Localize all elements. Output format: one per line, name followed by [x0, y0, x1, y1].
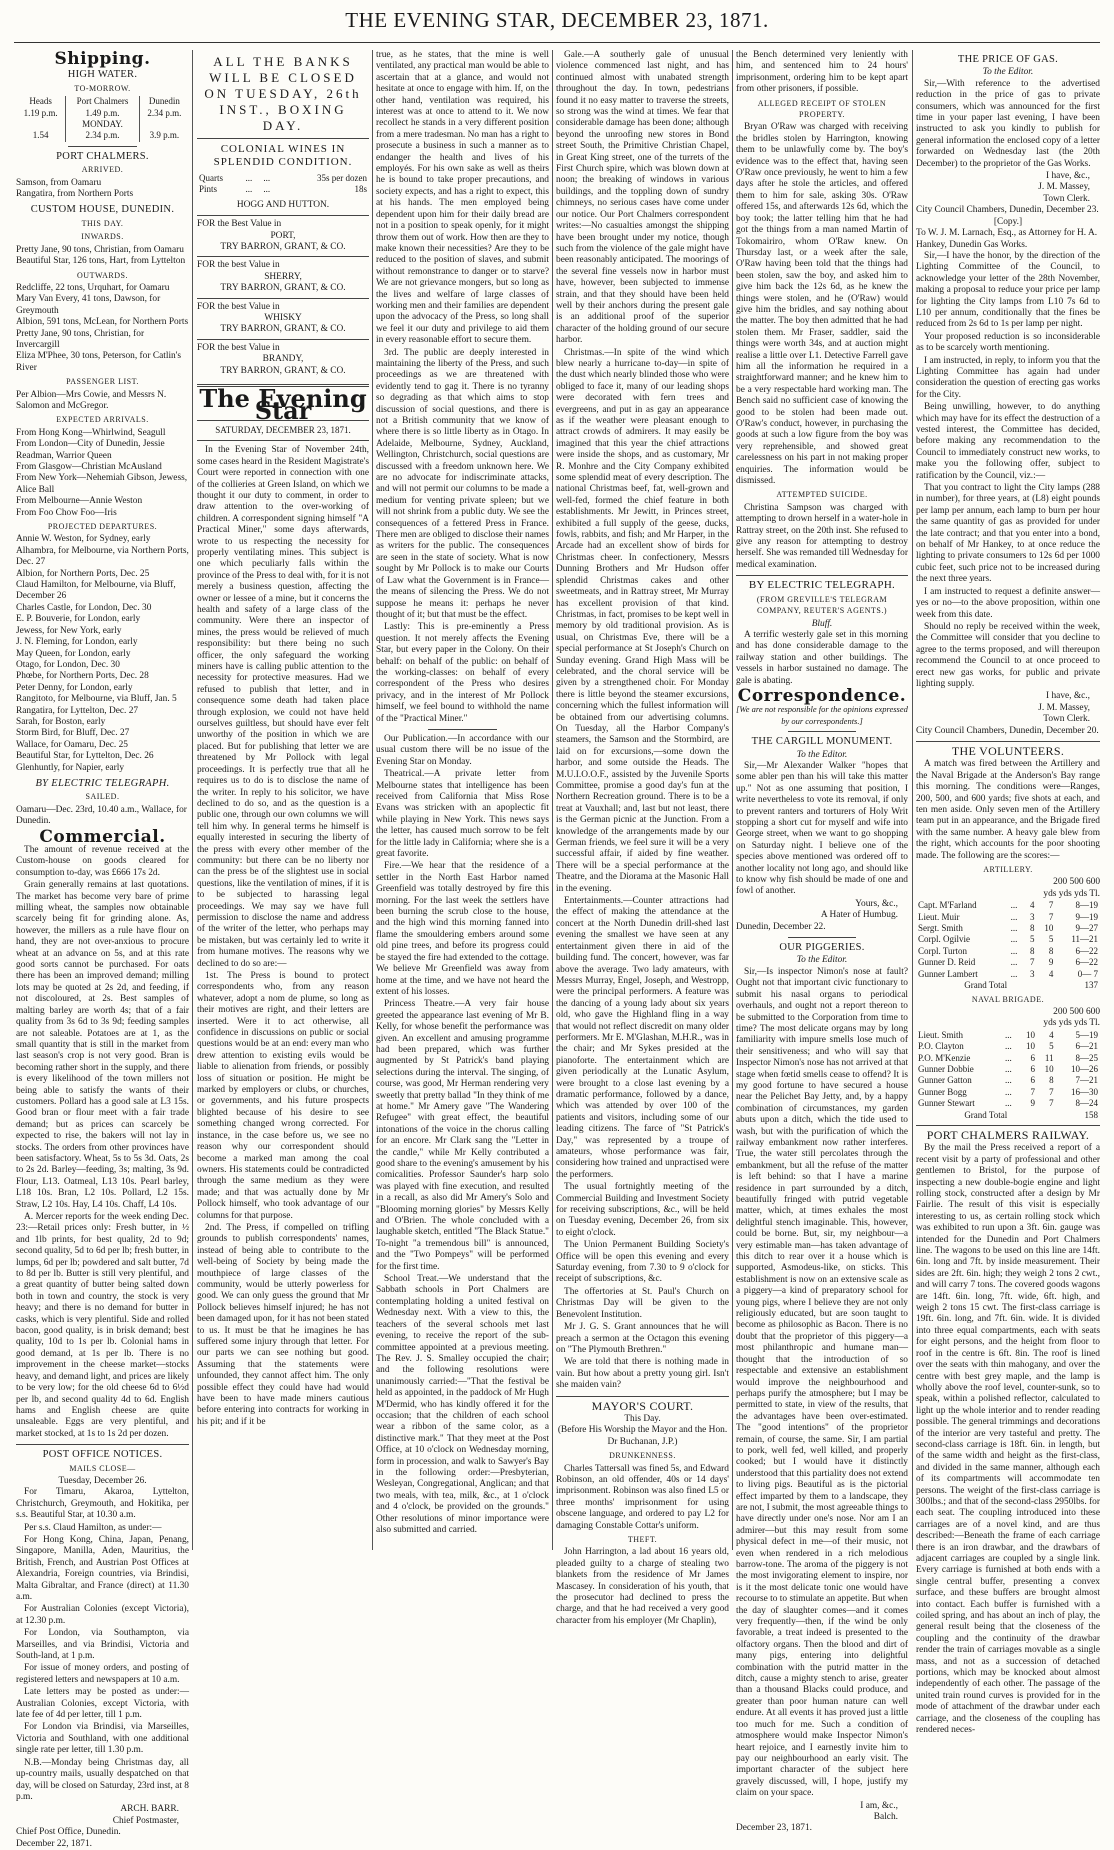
divider	[736, 575, 908, 576]
post-office-heading: POST OFFICE NOTICES.	[42, 1449, 163, 1461]
naval-scores-table	[916, 1030, 1100, 1121]
table-cell: 7	[1048, 900, 1054, 911]
table-row	[916, 1041, 1100, 1052]
letter-signature-title: Town Clerk.	[1043, 714, 1090, 725]
total-label: Grand Total	[964, 1109, 1008, 1120]
high-water-heading: HIGH WATER.	[67, 69, 138, 81]
table-cell: 4	[1030, 900, 1035, 911]
divider	[916, 741, 1100, 742]
table-cell: ...	[1004, 1075, 1012, 1086]
table-cell: 35s per dozen	[317, 173, 367, 183]
post-paragraph: For Hong Kong, China, Japan, Penang, Singapore, Manilla, Aden, Mauritius, the British, French, and Austrian Post Offices at Alexandria, Foreign countries, via Brindisi, Malta Gibraltar, and France (direct) at 11.30 a.m.	[16, 1534, 189, 1602]
table-cell: Gunner Bogg	[918, 1086, 967, 1097]
table-cell: ...	[1004, 1041, 1012, 1052]
column-2	[197, 50, 369, 1550]
leader-paragraph: true, as he states, that the mine is well ventilated, any practical man would be able to ascertain that at a glance, and would not hesitate at once to engage with him. If, on the other hand, ventilation was required, his interest was at once to attend to it. We now recollect he stands in a very different position from a mere tradesman. No man has a right to prosecute a business in such a manner as to endanger the health and lives of his employés. For his own sake as well as theirs he is bound to take proper precautions, and society expects, and has a right to expect, this at his hands. The men employed being dependent upon him for their daily bread are not in a position to speak openly, for it might throw them out of work. How then are they to make known their necessities? Are they to be reduced to the position of slaves, and submit without remonstrance to danger or to starve? We are not grievance mongers, but so long as the lives and welfare of large classes of working men and their families are dependent upon the advocacy of the Press, so long shall we feel it our duty and privilege to aid them in every reasonable effort to secure them.	[376, 50, 549, 346]
table-row	[16, 108, 189, 119]
sailed-heading: SAILED.	[85, 792, 120, 802]
letter-closing: I have, &c.,	[1046, 171, 1090, 182]
post-paragraph: N.B.—Monday being Christmas day, all up-country mails, usually despatched on that day, will be closed on Saturday, 23rd inst, at 8 p.m.	[16, 1757, 189, 1802]
table-cell: Gunner Lambert	[918, 968, 978, 979]
table-cell	[16, 119, 66, 130]
court-bench: (Before His Worship the Mayor and the Hon. Dr Buchanan, J.P.)	[557, 1425, 728, 1447]
table-cell: ...	[1010, 923, 1018, 934]
table-cell: Gunner Stewart	[918, 1098, 975, 1109]
court-paragraph: the Bench determined very leniently with him, and sentenced him to 24 hours' imprisonment, ordering him to be kept apart from other prisoners, if possible.	[736, 50, 908, 95]
piggeries-to: To the Editor.	[796, 955, 848, 966]
divider	[68, 146, 137, 147]
table-cell: ...	[1010, 957, 1018, 968]
divider	[916, 1125, 1100, 1126]
table-cell: 7	[1049, 1086, 1054, 1097]
news-paragraph: Theatrical.—A private letter from Melbourne states that intelligence has been received from California that Miss Rose Evans was stricken with an apoplectic fit while playing in New York. This news says the letter, has caused much sorrow to be felt for the little lady in California; where she is a great favorite.	[376, 769, 549, 860]
outwards-heading: OUTWARDS.	[77, 270, 128, 280]
volunteers-paragraph: A match was fired between the Artillery and the Naval Brigade at the Anderson's Bay range this morning. The conditions were—Ranges, 200, 500, and 600 yards; five shots at each, and ten men aside. Only seven men of the Artillery team put in an appearance, and the Brigade fired with the same number. A heavy gale blew from the right, which accounts for the poor shooting made. The following are the scores:—	[916, 759, 1100, 861]
news-paragraph: Fire.—We hear that the residence of a settler in the North East Harbor named Greenfield was totally destroyed by fire this morning. For the last week the settlers have been burning the scrub close to the house, and the high wind this morning fanned into flame the smouldering embers around some old pine trees, and before its progress could be stayed the fire had extended to the cottage. We believe Mr Greenfield was away from home at the time, and we have not heard the extent of his losses.	[376, 861, 549, 997]
table-cell: ...	[245, 184, 253, 195]
table-cell: 8	[1049, 1075, 1054, 1086]
table-row	[16, 119, 189, 130]
news-paragraph: Our Publication.—In accordance with our usual custom there will be no issue of the Evening Star on Monday.	[376, 733, 549, 767]
table-cell: ...	[1004, 1052, 1012, 1063]
correspondence-heading: Correspondence.	[737, 685, 907, 706]
court-paragraph: John Harrington, a lad about 16 years old, pleaded guilty to a charge of stealing two blankets from the residence of Mr James Mascasey. In consideration of his youth, that the prosecutor had declined to press the charge, and that he had received a very good character from his employer (Mr Chaplin),	[556, 1547, 729, 1626]
table-cell: 5	[1049, 1041, 1054, 1052]
letter-paragraph: Your proposed reduction is so inconsiderable as to be scarcely worth mentioning.	[916, 331, 1100, 354]
range-header: 200 500 600	[1053, 1006, 1100, 1017]
column-divider	[552, 50, 553, 1550]
table-cell: 4	[1049, 1029, 1054, 1040]
table-cell: 1.19 p.m.	[23, 107, 58, 118]
correspondence-note: [We are not responsible for the opinions expressed by our correspondents.]	[736, 704, 908, 726]
banks-closed-ad: ALL THE BANKS WILL BE CLOSED ON TUESDAY, 26th INST., BOXING DAY.	[204, 54, 362, 133]
news-paragraph: The usual fortnightly meeting of the Commercial Building and Investment Society for receiving subscriptions, &c., will be held on Tuesday evening, December 26, from six to eight o'clock.	[556, 1182, 729, 1238]
table-cell: ...	[1010, 968, 1018, 979]
table-cell: 6—22	[1075, 957, 1098, 968]
table-cell: 6—22	[1075, 945, 1098, 956]
table-cell: 11—21	[1071, 934, 1098, 945]
projected-heading: PROJECTED DEPARTURES.	[47, 522, 158, 532]
table-cell: 5	[1030, 934, 1035, 945]
table-row	[916, 1087, 1100, 1098]
letter-date: Dunedin, December 22.	[736, 921, 826, 932]
divider	[788, 937, 857, 938]
table-cell: 0— 7	[1077, 968, 1098, 979]
letter-signature-title: Town Clerk.	[1043, 193, 1090, 204]
letter-paragraph: Should no reply be received within the week, the Committee will consider that you decline to agree to the terms proposed, and will thereupon recommend the Council to at once proceed to erect new gas works, for public and private lighting supply.	[916, 621, 1100, 689]
column-divider	[912, 50, 913, 1550]
column-6	[916, 50, 1100, 1736]
table-cell: ...	[263, 184, 271, 195]
volunteers-heading: THE VOLUNTEERS.	[951, 743, 1065, 758]
table-cell: ...	[1010, 900, 1018, 911]
post-paragraph: Per s.s. Claud Hamilton, as under:—	[24, 1522, 162, 1533]
table-cell: 5—19	[1075, 1029, 1098, 1040]
outwards-list: Redcliffe, 22 tons, Urquhart, for Oamaru Mary Van Every, 41 tons, Dawson, for Greymouth Albion, 591 tons, McLean, for Northern Ports Pretty Jane, 90 tons, Christian, for Invercargill Eliza M'Phee, 30 tons, Peterson, for Catlin's River	[16, 282, 189, 373]
news-paragraph: Princess Theatre.—A very fair house greeted the appearance last evening of Mr B. Kelly, for whose benefit the performance was given. An excellent and amusing programme had been prepared, which was further augmented by St Patrick's band playing selections during the interval. The singing, of course, was good, Mr Herman rendering very sweetly that pretty ballad "In they think of me at home." Mr Amery gave "The Wandering Refugee" with great effect, the beautiful intonations of the voice in the chorus calling for an encore. Mr Clark sang the "Letter in the candle," while Mr Kelly contributed a good share to the evening's amusement by his comicalities. Professor Saunder's harp solo was played with fine execution, and resulted in a recall, as also did Mr Amery's Solo and "Blooming morning glories" by Messrs Kelly and O'Brien. The whole concluded with a laughable sketch, entitled "The Black Statue." To-night "a tremendous bill" is announced, and the "Two Pompeys" will be performed for the first time.	[376, 999, 549, 1272]
arrived-heading: ARRIVED.	[81, 165, 124, 175]
letter-place: City Council Chambers, Dunedin, December 20.	[916, 725, 1099, 736]
range-subheader: yds yds yds Tl.	[1043, 888, 1100, 899]
table-cell: MONDAY.	[66, 119, 139, 130]
table-cell: 9	[1048, 957, 1054, 968]
table-row	[916, 1075, 1100, 1086]
letter-paragraph: I am instructed to request a definite answer—yes or no—to the above proposition, within one week from this date.	[916, 586, 1100, 620]
barron-ad-line: FOR the Best Value in	[197, 219, 282, 230]
letter-address: To W. J. M. Larnach, Esq., as Attorney for H. A. Hankey, Dunedin Gas Works.	[916, 228, 1098, 250]
table-row	[197, 173, 369, 184]
table-cell: 5	[1048, 934, 1054, 945]
railway-heading: PORT CHALMERS RAILWAY.	[926, 1127, 1090, 1142]
table-cell: 8	[1048, 945, 1054, 956]
piggeries-heading: OUR PIGGERIES.	[779, 942, 865, 954]
table-cell: Gunner Gatton	[918, 1075, 972, 1086]
post-signature-title: Chief Postmaster,	[112, 1815, 179, 1826]
post-paragraph: For London, via Southampton, via Marseilles, and via Brindisi, Victoria and South-land, at 1 p.m.	[16, 1628, 189, 1662]
table-cell: 10	[1025, 1029, 1035, 1040]
table-cell: 10—26	[1071, 1063, 1098, 1074]
inwards-list: Pretty Jane, 90 tons, Christian, from Oamaru Beautiful Star, 126 tons, Hart, from Lyttelton	[16, 244, 186, 267]
masthead-rule	[14, 42, 1100, 43]
barron-ad-firm: TRY BARRON, GRANT, & CO.	[220, 283, 346, 294]
passenger-heading: PASSENGER LIST.	[66, 377, 139, 387]
table-cell: ...	[1004, 1029, 1012, 1040]
commercial-heading: Commercial.	[39, 826, 166, 847]
letter-place: City Council Chambers, Dunedin, December 23.	[916, 205, 1099, 216]
telegraph-heading: BY ELECTRIC TELEGRAPH.	[748, 579, 896, 592]
table-cell: 11	[1044, 1052, 1054, 1063]
letter-paragraph: Sir,—Is inspector Nimon's nose at fault? Ought not that important civic functionary to submit his nasal organs to periodical overhauls, and ought not a report thereon to be submitted to the Corporation from time to time? The most delicate organs may by long familiarity with impure smells lose much of their sensitiveness; and who will say that Inspector Nimon's nose has not arrived at that stage when fœtid smells cease to offend? It is my good fortune to have secured a house near the Pelichet Bay Jetty, and, by a happy combination of circumstances, my garden abuts upon a ditch, which the tide used to wash, but with the purification of which the railway embankment now rather interferes. True, the water still percolates through the embankment, but all the refuse of the matter is left behind: so that I have a marine residence in part surrounded by a ditch, beautifully fringed with putrid vegetable matter, which, at times exhales the most delightful stench imaginable. This, however, could be borne. But, sir, my neighbour—a very estimable man—has taken advantage of this ditch to rear over it a house which is supported, Asmodeus-like, on sticks. This establishment is now on an extensive scale as a piggery—a kind of preparatory school for young pigs, where I believe they are not only religiously educated, but are soon taught to become as philosophic as Bacon. There is no doubt that the proprietor of this piggery—a most philanthropic and humane man—thought that the introduction of so respectable and extensive an establishment would improve the neighbourhood and perhaps purify the atmosphere; but I may be permitted to state, in view of the results, that the advantages have been over-estimated. The "good intentions" of the proprietor remain, of course, the same. Sir, I am partial to pork, well fed, well killed, and properly cooked; but I would have it distinctly understood that this partiality does not extend to living pigs. Beautiful as is the pictorial effect imparted by them to a landscape, they are not, I submit, the most agreeable things to have directly under one's nose. Nor am I an admirer—but this may result from some physical defect in me—of their music, not even when rendered in a rich melodious barrow-tone. The aroma of the piggery is not the most invigorating element to inspire, nor is it the most delicate tonic one would have recourse to to stimulate an appetite. But when the day of slaughter comes—and it comes very frequently—then, if the wind be only favorable, a treat indeed is presented to the olfactory organs. Then the blood and dirt of many pigs, entering into delightful combination with the putrid matter in the ditch, cause a mighty stench to arise, greater than a thousand Blacks could produce, and greater than poor human nature can well endure. At all events it has proved just a little too much for me. Such a condition of atmosphere would make Inspector Nimon's heart rejoice, and I earnestly invite him to pay our neighbourhood an early visit. The important character of the subject here gravely discussed, will, I hope, justify my claim on your space.	[736, 966, 908, 1799]
post-date-label: Tuesday, December 26.	[58, 1475, 147, 1486]
letter-paragraph: Sir,—Mr Alexander Walker "hopes that some abler pen than his will take this matter up." Not as one assuming that position, I write nevertheless to vote its removal, if only to prevent ranters and torturers of Holy Writ stopping a short cut for myself and wife into George street, when we want to go shopping on Saturday night. I believe one of the species above mentioned was ordered off to another locality not long ago, and should like to know why fish should be made of one and fowl of another.	[736, 760, 908, 897]
table-cell: Heads	[29, 96, 52, 107]
table-row	[916, 923, 1100, 934]
news-paragraph: The Union Permanent Building Society's Office will be open this evening and every Saturday evening, from 7.30 to 9 o'clock for receipt of subscriptions, &c.	[556, 1240, 729, 1285]
port-chalmers-heading: PORT CHALMERS.	[56, 150, 149, 162]
table-cell: 9—27	[1075, 923, 1098, 934]
table-cell: Corpl. Ogilvie	[918, 934, 970, 945]
letter-date: December 23, 1871.	[736, 1823, 813, 1834]
copy-label: [Copy.]	[993, 216, 1023, 227]
letter-signature: A Hater of Humbug.	[820, 910, 898, 921]
barron-ad-item: PORT,	[270, 230, 296, 241]
projected-list: Annie W. Weston, for Sydney, early Alhambra, for Melbourne, via Northern Ports, Dec. 27 Albion, for Northern Ports, Dec. 25 Claud Hamilton, for Melbourne, via Bluff, December 26 Charles Castle, for London, Dec. 30 E. P. Bouverie, for London, early Jewess, for New York, early J. N. Fleming, for London, early May Queen, for London, early Otago, for London, Dec. 30 Phœbe, for Northern Ports, Dec. 28 Peter Denny, for London, early Rangitoto, for Melbourne, via Bluff, Jan. 5 Rangatira, for Lyttelton, Dec. 27 Sarah, for Boston, early Storm Bird, for Bluff, Dec. 27 Wallace, for Oamaru, Dec. 25 Beautiful Star, for Lyttelton, Dec. 26 Glenhuntly, for Napier, early	[16, 534, 189, 773]
wine-price-table	[197, 173, 369, 196]
total-row	[916, 980, 1100, 991]
barron-ad-firm: TRY BARRON, GRANT, & CO.	[220, 365, 346, 376]
table-row	[197, 184, 369, 195]
sailed-list: Oamaru—Dec. 23rd, 10.40 a.m., Wallace, for Dunedin.	[16, 804, 187, 827]
table-cell: 10	[1044, 1063, 1054, 1074]
gas-to: To the Editor.	[982, 67, 1034, 78]
table-cell: 10	[1044, 923, 1054, 934]
post-office-line: Chief Post Office, Dunedin.	[16, 1827, 121, 1838]
table-row	[916, 1064, 1100, 1075]
table-row	[916, 1053, 1100, 1064]
expected-heading: EXPECTED ARRIVALS.	[56, 415, 149, 425]
barron-ad	[197, 339, 369, 380]
railway-paragraph: By the mail the Press received a report of a recent visit by a party of professional and other gentlemen to Bristol, for the purpose of inspecting a new double-bogie engine and light rolling stock, constructed after a design by Mr Fairlie. The result of this visit is especially interesting to us, as certain rolling stock which was exhibited to run upon a 3ft. 6in. gauge was intended for the Dunedin and Port Chalmers line. The wagons to be used on this line are 14ft. 6in. long and 7ft. by inside measurement. Their sides are 2ft. 6in. high; they weigh 2 tons 2 cwt., and will carry 7 tons. The covered goods wagons are 14ft. 6in. long, 7ft. wide, 6ft. high, and weigh 2 tons 15 cwt. The first-class carriage is 19ft. 6in. long, and 7ft. 6in. wide. It is divided into three equal compartments, each with seats for eight persons, and the height from floor to roof in the centre is 6ft. 8in. The roof is lined over the seats with thin mahogany, and over the centre with best grey maple, and the lamp is wholly above the roof level, counter-sunk, so to speak, within a polished reflector, calculated to light up the whole interior and to render reading possible. The general trimmings and decorations of the interior are very tasteful and pretty. The second-class carriage is 18ft. 6in. in length, but of the same width and height as the first-class, and divided in the same manner, although each of its compartments will accommodate ten persons. The weight of the first-class carriage is 300lbs.; and that of the second-class 2950lbs. for each seat. The coupling introduced into these carriages are of a novel kind, and are thus described:—Beneath the frame of each carriage there is an iron drawbar, and the drawbars of adjacent carriages are coupled by a single link. Every carriage is furnished at both ends with a single central buffer, presenting a convex surface, and these buffers are brought almost into contact. Each buffer is furnished with a coiled spring, and has about an inch of play, the general result being that the closeness of the coupling and the continuity of the drawbar render the train of carriages movable as a single mass, and not as a succession of detached portions, which may be knocked about almost independently of each other. The passage of the united train round curves is provided for in the mode of attachment of the drawbar under each carriage, and the closeness of the coupling has rendered neces-	[916, 1143, 1100, 1736]
gas-heading: THE PRICE OF GAS.	[957, 54, 1059, 65]
leader-paragraph: Lastly: This is pre-eminently a Press question. It not merely affects the Evening Star, but every paper in the Colony. On their behalf: on behalf of the public: on behalf of the working-classes: on behalf of every correspondent of the Press who desires privacy, and in the interest of Mr Pollock himself, we feel bound to withhold the name of the "Practical Miner."	[376, 622, 549, 724]
post-paragraph: For London via Brindisi, via Marseilles, Victoria and Southland, with one additional single rate per letter, till 1.30 p.m.	[16, 1722, 189, 1756]
leader-paragraph: 3rd. The public are deeply interested in maintaining the liberty of the Press, and such proceedings as we are threatened with evidently tend to gag it. There is no tyranny so degrading as that which aims to stop discussion of social questions, and there is not a British community that we know of where there is so little liberty as in Otago. In Adelaide, Melbourne, Sydney, Auckland, Wellington, Christchurch, social questions are discussed with a freedom unknown here. We are no advocate for indiscriminate attacks, and will not permit our columns to be made a medium for venting private spleen; but we will not shrink from a public duty. We see the consequences of a fettered Press in France. There men are obliged to disclose their names as writers for the public. The consequences are seen in the state of society. What is now sought by Mr Pollock is to make our Courts of Law what the Government is in France—the means of silencing the Press. We do not suppose he means it: perhaps he never thought of it; but that must be the effect.	[376, 347, 549, 620]
table-cell	[139, 119, 189, 130]
table-cell: 8—19	[1075, 900, 1098, 911]
table-cell: 8	[1030, 923, 1035, 934]
table-cell: Dunedin	[139, 96, 189, 107]
page-title: THE EVENING STAR, DECEMBER 23, 1871.	[345, 8, 769, 32]
table-cell: 8—24	[1075, 1098, 1098, 1109]
table-row	[916, 946, 1100, 957]
table-cell: 18s	[354, 184, 367, 195]
table-row	[916, 912, 1100, 923]
court-paragraph: Bryan O'Raw was charged with receiving the bridles stolen by Harrington, knowing them to be unlawfully come by. The boy's evidence was to the effect that, having seen O'Raw once previously, he went to him a few days after he stole the articles, and offered them to him for sale, asking 30s. O'Raw offered 15s, and afterwards 12s 6d, which the boy took; the latter telling him that he had got the things from a man named Martin of Tokomairiro, whom O'Raw knew. On Thursday last, or a week after the sale, O'Raw having been told that the things had been stolen, saw the boy, and asked him to give him back the 12s 6d, as he knew the things were stolen, and he (O'Raw) would give him the bridles, and say nothing about the matter. The boy then admitted that he had stolen them. Mr Fraser, saddler, said the things were worth 34s, and at auction might realise a little over L1. Detective Farrell gave him all the information he required in a straightforward manner; and he knew him to be a very respectable hard working man. The Bench said no sufficient case of knowing the good to be stolen had been made out. O'Raw's conduct, however, in purchasing the goods at such a low figure from the boy was very reprehensible, and showed great carelessness on his part in not making proper enquiries. The information would be dismissed.	[736, 122, 908, 487]
barron-ad-item: WHISKY	[264, 313, 302, 324]
table-row	[16, 96, 189, 107]
court-heading: MAYOR'S COURT.	[591, 1398, 694, 1413]
table-cell: 7	[1049, 1098, 1054, 1109]
column-4	[556, 50, 729, 1626]
leader-paragraph: 2nd. The Press, if compelled on trifling grounds to publish correspondents' names, instead of being able to contribute to the well-being of Society by being made the mouthpiece of large classes of the community, would be utterly powerless for good. We can only guess the ground that Mr Pollock believes himself injured; he has not been damaged upon, for it has not been stated to us. It must be that he imagines he has suffered some injury through that letter. For our parts we can see nothing but good. Assuming that the statements were unfounded, they cannot affect him. The only possible effect they could have had would have been to have made miners cautious before entering into contracts for working in his pit; and if it be	[197, 1222, 369, 1427]
table-cell: 6—21	[1075, 1041, 1098, 1052]
table-row	[916, 957, 1100, 968]
commercial-paragraph: The amount of revenue received at the Custom-house on goods cleared for consumption to-day, was £666 17s 2d.	[16, 845, 189, 878]
table-cell: 7	[1030, 1086, 1035, 1097]
mails-close-label: MAILS CLOSE—	[69, 1463, 136, 1473]
divider	[556, 1396, 729, 1397]
table-cell: ...	[263, 173, 271, 183]
news-paragraph: We are told that there is nothing made in vain. But how about a pretty young girl. Isn't she maiden vain?	[556, 1357, 729, 1391]
table-cell: ...	[1010, 911, 1018, 922]
barron-ad-item: BRANDY,	[262, 354, 304, 365]
table-cell: Gunner Dobbie	[918, 1063, 974, 1074]
wines-ad: COLONIAL WINES IN SPLENDID CONDITION.	[213, 143, 353, 168]
column-divider	[732, 50, 733, 1550]
barron-ad-firm: TRY BARRON, GRANT, & CO.	[220, 242, 346, 253]
letter-signature: J. M. Massey,	[1038, 182, 1090, 193]
barron-ad	[197, 298, 369, 339]
commercial-paragraph: A. Mercer reports for the week ending Dec. 23:—Retail prices only: Fresh butter, in ½ and 1lb prints, for best quality, 2d to 9d; second quality, 5d to 6d per lb; fresh butter, in lumps, 6d per lb; powdered and salt butter, 7d to 8d per lb. Butter is still very plentiful, and a great quantity of butter being salted down both in town and country, the stock is very heavy; and there is no demand for butter in casks, which is very plentiful. Side and rolled bacon, good quality, is in brisk demand; best quality, 10d to 1s per lb. Colonial hams in good demand, at 1s per lb. There is no improvement in the cheese market—stocks heavy, and demand light, and prices are likely to be very low; for the old cheese 6d to 6½d per lb, and second quality 4d to 6d. English hams and English cheese are quite unsaleable. Eggs are very plentiful, and market stocked, at 1s to 1s 2d per dozen.	[16, 1212, 189, 1439]
suicide-heading: ATTEMPTED SUICIDE.	[776, 490, 868, 500]
theft-heading: THEFT.	[627, 1535, 658, 1544]
news-paragraph: The offertories at St. Paul's Church on Christmas Day will be given to the Benevolent Institution.	[556, 1286, 729, 1320]
news-paragraph: Entertainments.—Counter attractions had the effect of making the attendance at the concert at the North Dunedin drill-shed last evening the smallest we have seen at any entertainment given there in aid of the building fund. The concert, however, was far above the average. Two lady amateurs, with Messrs Murray, Engel, Joseph, and Westropp, were the principal performers. A feature was the dancing of a young lady about six years old, who gave the Highland fling in a way that would not reflect discredit on many older performers. Mr E. M'Glashan, M.H.R., was in the chair; and Mr Sykes presided at the pianoforte. The entertainment which are given periodically at the Lunatic Asylum, were brought to a close last evening by a dramatic performance, followed by a dance, which was attended by over 100 of the patients and visitors, including some of our leading citizens. The farce of "St Patrick's Day," was represented by a troupe of amateurs, whose performance was fair, considering how trained and unpractised were the performers.	[556, 896, 729, 1180]
table-cell: 3.9 p.m.	[139, 130, 189, 141]
masthead	[0, 8, 1114, 44]
barron-ad-line: FOR the best Value in	[197, 301, 280, 312]
drunkenness-heading: DRUNKENNESS.	[609, 1451, 676, 1461]
table-cell: 9—19	[1075, 911, 1098, 922]
letter-closing: I am, &c.,	[860, 1800, 898, 1811]
table-cell: 10	[1025, 1041, 1035, 1052]
divider	[16, 1444, 189, 1445]
post-paragraph: For Australian Colonies (except Victoria), at 12.30 p.m.	[16, 1604, 189, 1626]
divider	[197, 440, 369, 441]
artillery-heading: ARTILLERY.	[983, 865, 1033, 875]
letter-closing: Yours, &c.,	[855, 898, 898, 909]
table-cell: Sergt. Smith	[918, 923, 963, 934]
news-paragraph: Christmas.—In spite of the wind which blew nearly a hurricane to-day—in spite of the dust which nearly blinded those who were obliged to face it, many of our leading shops were decorated with fern trees and evergreens, and put in as gay an appearance as if the weather were pleasant enough to attract crowds of admirers. It may easily be imagined that this year the chief attractions were inside the shops, and as customary, Mr R. Monhre and the City Company exhibited some splendid meat of every description. The national Christmas beef, fat, well-grown and well-fed, formed the chief feature in both establishments. Mr Jewitt, in Princes street, exhibited a full supply of the geese, ducks, fowls, rabbits, and fish; and Mr Harper, in the Arcade had an excellent show of birds for Christmas cheer. In confectionery, Messrs Dunning Brothers and Mr Hudson offer splendid Christmas cakes and other sweetmeats, and in Rattray street, Mr Murray has excellent provision of that kind. Christmas, in fact, promises to be kept well in memory by old traditional provision. As is usual, on Christmas Eve, there will be a special performance at St Joseph's Church on Sunday evening. Grand High Mass will be celebrated, and the choral service will be given by a strengthened choir. For Monday there is little beyond the steamer excursions, concerning which the fullest information will be obtained from our advertising columns. On Tuesday, all the Harbor Company's steamers, the Samson and the Stormbird, are laid on for excursions,—some down the harbor, and some outside the Heads. The M.U.I.O.O.F., assisted by the Juvenile Sports Committee, promise a good day's fun at the Northern Recreation ground. There is to be a treat at Vauxhall; and, last but not least, there is the German picnic at the Junction. From a knowledge of the arrangements made by our German friends, we feel sure it will be a very successful affair, if aided by fine weather. There will be a special performance at the Theatre, and the Diorama at the Masonic Hall in the evening.	[556, 347, 729, 894]
letter-signature: Balch.	[873, 1811, 898, 1822]
table-cell: 16—30	[1071, 1086, 1098, 1097]
range-header: 200 500 600	[1053, 877, 1100, 888]
post-paragraph: For issue of money orders, and posting of registered letters and newspapers at 10 a.m.	[16, 1663, 189, 1685]
table-cell: Quarts	[199, 173, 223, 183]
table-cell: 6	[1030, 1063, 1035, 1074]
table-row	[916, 900, 1100, 911]
total-label: Grand Total	[964, 980, 1008, 991]
wines-signature: HOGG AND HUTTON.	[236, 199, 330, 210]
barron-ad-line: FOR the best Value in	[197, 342, 280, 353]
receipt-heading: ALLEGED RECEIPT OF STOLEN PROPERTY.	[757, 98, 887, 120]
table-cell: 6	[1030, 1052, 1035, 1063]
court-paragraph: Charles Tattersall was fined 5s, and Edward Robinson, an old offender, 40s or 14 days' imprisonment. Robinson was also fined L5 or three months' imprisonment for using obscene language, and ordered to pay L2 for damaging Constable Cottar's uniform.	[556, 1463, 729, 1531]
letter-paragraph: Sir,—With reference to the advertised reduction in the price of gas to private consumers, which was announced for the first time in your paper last evening, I have been instructed to ask you kindly to publish for general information the enclosed copy of a letter forwarded on Wednesday last (the 20th December) to the proprietor of the Gas Works.	[916, 78, 1100, 169]
artillery-scores-table	[916, 900, 1100, 991]
total-value: 137	[1084, 980, 1098, 991]
table-cell: 6	[1030, 1075, 1035, 1086]
table-cell: 4	[1048, 968, 1054, 979]
letter-paragraph: That you contract to light the City lamps (288 in number), for three years, at (L8) eight pounds per lamp per annum, each lamp to burn per hour the same quantity of gas as provided for under the late contract; and that you enter into a bond, on behalf of Mr Hankey, to at once reduce the lighting to private consumers to 12s 6d per 1000 cubic feet, such price not to be increased during the next three years.	[916, 483, 1100, 585]
telegraph-subheading: (FROM GREVILLE'S TELEGRAM COMPANY, REUTER'S AGENTS.)	[756, 594, 888, 616]
commercial-paragraph: Grain generally remains at last quotations. The market has become very bare of prime milling wheat, the samples now obtainable scarcely being fit for grinding alone. As, however, the millers as a rule have flour on hand, they are not over-anxious to procure wheat at an advance on 5s, and at this rate good sorts cannot be purchased. For oats there has been an improved demand; milling lots may be quoted at 2s 2d, and feeding, if not discoloured, at 2s. Best samples of malting barley are worth 4s; that of a fair quality from 3s 6d to 3s 9d; feeding samples are not saleable. Potatoes are at 1, as the small quantity that is still in the market from last season's crop is not very good. Bran is becoming rather short in the supply, and there is every likelihood of the town millers not being able to satisfy the wants of their customers. Pollard has a good sale at L3 15s. Good bran or flour meet with a fair trade demand; but as prices can scarcely be expected to rise, the bakers will not lay in stocks. The orders from other provinces have been satisfactory. Wheat, 5s to 5s 3d. Oats, 2s to 2s 2d. Barley—feeding, 3s; malting, 3s 9d. Flour, L13. Oatmeal, L13 10s. Pearl barley, L18 10s. Bran, L2 10s. Pollard, L2 15s. Straw, L2 10s. Hay, L4 10s. Chaff, L4 10s.	[16, 880, 189, 1210]
table-cell: 9	[1030, 1098, 1035, 1109]
table-cell: 1.54	[32, 130, 49, 141]
column-3	[376, 50, 549, 1550]
arrived-list: Samson, from Oamaru Rangatira, from Northern Ports	[16, 177, 134, 200]
table-cell: P.O. Clayton	[918, 1041, 964, 1052]
post-paragraph: For Timaru, Akaroa, Lyttelton, Christchurch, Greymouth, and Hokitika, per s.s. Beautiful Star, at 10.30 a.m.	[16, 1487, 189, 1521]
telegraph-heading: BY ELECTRIC TELEGRAPH.	[35, 777, 170, 789]
table-row	[16, 130, 189, 141]
shipping-heading: Shipping.	[54, 49, 151, 69]
letter-paragraph: I am instructed, in reply, to inform you that the Lighting Committee has again had under consideration the question of erecting gas works for the City.	[916, 355, 1100, 400]
letter-closing: I have, &c.,	[1046, 691, 1090, 702]
table-cell: 7—21	[1075, 1075, 1098, 1086]
table-cell: ...	[245, 173, 253, 183]
total-row	[916, 1110, 1100, 1121]
table-cell: Capt. M'Farland	[918, 900, 977, 911]
cargill-heading: THE CARGILL MONUMENT.	[751, 736, 893, 748]
divider	[428, 729, 497, 730]
naval-heading: NAVAL BRIGADE.	[971, 994, 1045, 1004]
bluff-heading: Bluff.	[811, 618, 833, 629]
tide-table	[16, 96, 189, 142]
table-cell: Gunner D. Reid	[918, 957, 976, 968]
table-cell: P.O. M'Kenzie	[918, 1052, 971, 1063]
table-cell: Lieut. Muir	[918, 911, 960, 922]
table-cell: 7	[1030, 957, 1035, 968]
cargill-to: To the Editor.	[796, 749, 848, 760]
barron-ad-firm: TRY BARRON, GRANT, & CO.	[220, 324, 346, 335]
table-cell: 7	[1048, 911, 1054, 922]
barron-ad-item: SHERRY,	[264, 271, 302, 282]
table-cell: ...	[1004, 1098, 1012, 1109]
table-row	[916, 969, 1100, 980]
table-row	[916, 1098, 1100, 1109]
court-subheading: This Day.	[624, 1413, 661, 1424]
tomorrow-label: TO-MORROW.	[74, 83, 131, 93]
table-row	[916, 1030, 1100, 1041]
table-cell: ...	[1004, 1063, 1012, 1074]
table-cell: Corpl. Turton	[918, 945, 968, 956]
barron-ad-line: FOR the best Value in	[197, 260, 280, 271]
news-paragraph: Mr J. G. S. Grant announces that he will preach a sermon at the Octagon this evening on "The Plymouth Brethren."	[556, 1322, 729, 1355]
barron-ad	[197, 215, 369, 256]
this-day-label: THIS DAY.	[81, 218, 124, 228]
court-paragraph: Christina Sampson was charged with attempting to drown herself in a water-hole in Rattray street, on the 20th inst. She refused to give any reason for attempting to destroy herself. She was remanded till Wednesday for medical examination.	[736, 502, 908, 570]
table-cell: Port Chalmers	[66, 96, 139, 107]
letter-paragraph: Sir,—I have the honor, by the direction of the Lighting Committee of the Council, to acknowledge your letter of the 28th November, making a proposal to reduce your price per lamp for lighting the City lamps from L10 7s 6d to L10 per annum, conditionally that the fines be reduced from 2s 6d to 1s per lamp per night.	[916, 250, 1100, 330]
range-subheader: yds yds yds Tl.	[1043, 1018, 1100, 1029]
leader-paragraph: 1st. The Press is bound to protect correspondents who, from any reason whatever, adopt a nom de plume, so long as their motives are right, and their letters are inserted. Were it to act otherwise, all confidence in discussions on public or social questions would be at an end: every man who drew attention to existing evils would be liable to alienation from friends, or possibly loss of situation or position. He might be marked by employers or clubs, or churches, or governments, and his future prospects blighted because of his desire to see something changed wrong corrected. For instance, in the case before us, we see no reason why our correspondent should become a marked man among the coal owners. His statements could be contradicted through the same medium as they were made; and that was actually done by Mr Pollock himself, who took advantage of our columns for that purpose.	[197, 971, 369, 1221]
post-date-line: December 22, 1871.	[16, 1838, 93, 1849]
news-paragraph: School Treat.—We understand that the Sabbath schools in Port Chalmers are contemplating holding a united festival on Wednesday next. With a view to this, the teachers of the several schools met last evening, to receive the report of the sub-committee appointed at a previous meeting. The Rev. J. S. Smalley occupied the chair; and the following resolutions were unanimously carried:—"That the festival be held as appointed, in the paddock of Mr Hugh M'Dermid, who has kindly offered it for the occasion; that the children of each school wear a ribbon of the same color, as a distinctive mark." That they meet at the Post Office, at 10 o'clock on Wednesday morning, form in procession, and walk to Sawyer's Bay in the following order:—Presbyterian, Wesleyan, Congregational, Anglican; and that two meals, with tea, milk, &c., at 1 o'clock and 4 o'clock, be provided on the grounds." Other resolutions of minor importance were also submitted and carried.	[376, 1274, 549, 1535]
table-cell: 1.49 p.m.	[66, 108, 139, 119]
column-divider	[372, 50, 373, 1550]
table-cell: ...	[1004, 1086, 1012, 1097]
table-cell: 2.34 p.m.	[66, 130, 139, 141]
total-value: 158	[1084, 1109, 1098, 1120]
inwards-heading: INWARDS.	[81, 232, 124, 242]
divider	[788, 731, 857, 732]
table-cell: 8	[1030, 945, 1035, 956]
customs-heading: CUSTOM HOUSE, DUNEDIN.	[30, 204, 175, 216]
leader-paragraph: In the Evening Star of November 24th, some cases heard in the Resident Magistrate's Court were reported in connection with one of the collieries at Green Island, on which we thought it our duty to comment, in order to draw attention to the over-working of children. A correspondent signing himself "A Practical Miner," some days afterwards, wrote to us respecting the necessity for properly ventilating mines. This subject is one which peculiarly falls within the province of the Press to deal with, for it is not merely a business question, affecting the owner or lessee of a mine, but it concerns the health and safety of a large class of the community. Were there an inspector of mines, the press would be relieved of much responsibility: but there being no such officer, the only safeguard the working miners have is calling public attention to the necessity for protective measures. Had we refused to publish that letter, and in consequence some death had taken place through explosion, we could not have held ourselves guiltless, but should have ever felt unworthy of the position in which we are placed. But for publishing that letter we are threatened by Mr Pollock with legal proceedings. It is perfectly true that all he requires us to do is to disclose the name of the writer. In reply to his solicitor, we have declined to do so, and as the question is a public one, through our own columns we will tell him why. In general terms he himself is equally interested in securing the liberty of the press with every other member of the community: but there can be no liberty nor can the press be of the slightest use in social questions, like the ventilation of mines, if it is to be subjected to harassing legal proceedings. We may say we have full permission to disclose the name and address of the writer of the letter, who perhaps may be mistaken, but was certainly led to write it from humane motives. The reasons why we declined to do so are:—	[197, 445, 369, 969]
table-cell: ...	[1010, 934, 1018, 945]
post-signature: ARCH. BARR.	[120, 1804, 179, 1815]
column-1	[16, 49, 189, 1849]
paper-nameplate: The Evening Star	[199, 384, 367, 425]
table-cell: Pints	[199, 184, 218, 195]
table-cell: 3	[1030, 911, 1035, 922]
table-cell: Lieut. Smith	[918, 1029, 963, 1040]
table-cell: 3	[1030, 968, 1035, 979]
post-paragraph: Late letters may be posted as under:—Australian Colonies, except Victoria, with late fee of 4d per letter, till 1 p.m.	[16, 1687, 189, 1721]
barron-ad	[197, 256, 369, 297]
table-cell: 8—25	[1075, 1052, 1098, 1063]
column-divider	[192, 50, 193, 1550]
table-cell: ...	[1010, 945, 1018, 956]
table-row	[916, 934, 1100, 945]
letter-paragraph: Being unwilling, however, to do anything which may have for its effect the destruction of a vested interest, the Committee has decided, before making any recommendation to the Council to immediately construct new works, to make you the following offer, subject to ratification by the Council, viz.:—	[916, 402, 1100, 481]
expected-list: From Hong Kong—Whirlwind, Seagull From London—City of Dunedin, Jessie Readman, Warrior Queen From Glasgow—Christian McAusland From New York—Nehemiah Gibson, Jewess, Alice Ball From Melbourne—Annie Weston From Foo Chow Foo—Iris	[16, 427, 188, 518]
letter-signature: J. M. Massey,	[1038, 702, 1090, 713]
column-5	[736, 50, 908, 1834]
news-paragraph: Gale.—A southerly gale of unusual violence commenced last night, and has continued almost with unabated strength throughout the day. In town, pedestrians found it no easy matter to traverse the streets, so strong was the wind at times. We fear that considerable damage has been done; although beyond the unroofing new stores in Bond street South, the Primitive Christian Chapel, in Great King street, one of the turrets of the First Church spire, which was blown down at noon; the breaking of windows in various buildings, and the toppling down of sundry chimneys, no serious cases have come under our notice. Our Port Chalmers correspondent writes:—No casualties amongst the shipping have been brought under my notice, though such from the violence of the gale might have been reasonably anticipated. The moorings of the several fine vessels now in harbor must have, however, been subjected to immense strain, and that they should have been held well by their anchors during the present gale is an additional proof of the superior character of the holding ground of our secure harbor.	[556, 50, 729, 346]
divider	[197, 138, 369, 139]
passenger-list: Per Albion—Mrs Cowie, and Messrs N. Salomon and McGregor.	[16, 389, 167, 411]
dateline: SATURDAY, DECEMBER 23, 1871.	[215, 424, 351, 435]
telegraph-paragraph: A terrific westerly gale set in this morning and has done considerable damage to the railway station and other buildings. The vessels in harbor sustained no damage. The gale is abating.	[736, 629, 908, 686]
table-cell: 2.34 p.m.	[139, 108, 189, 119]
